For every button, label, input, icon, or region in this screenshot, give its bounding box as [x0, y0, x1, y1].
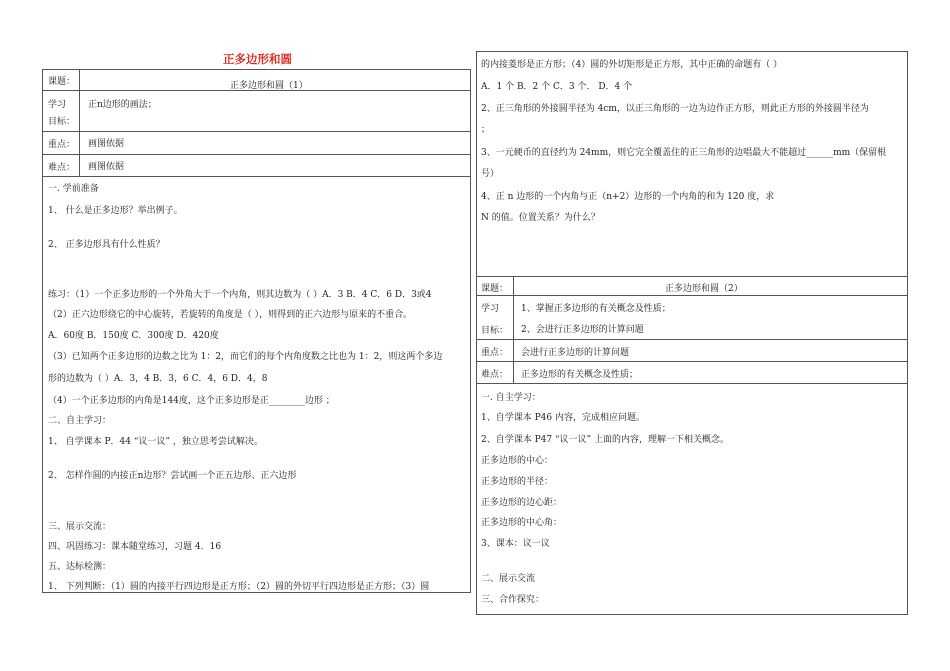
table-row-divider [476, 361, 908, 362]
focus-label: 重点： [48, 140, 76, 150]
question-line: 号） [481, 169, 500, 179]
topic-label: 课题： [48, 77, 76, 87]
table-border [476, 51, 477, 614]
goal-label: 学习 [481, 304, 500, 314]
table-col-divider [79, 69, 80, 176]
goal-label: 目标： [481, 326, 509, 336]
question-line: 3、课本：议一议 [481, 539, 550, 549]
difficulty-label: 难点： [481, 370, 509, 380]
page-title: 正多边形和圆 [223, 52, 292, 66]
table-row-divider [476, 276, 908, 277]
difficulty-value: 画图依据 [88, 162, 125, 172]
goal-value: 2、会进行正多边形的计算问题 [521, 325, 644, 335]
section-heading: 二、展示交流 [481, 574, 536, 584]
exercise-line: 练习：（1）一个正多边形的一个外角大于一个内角，则其边数为（ ）A．3 B．4 C．6 D．3或4 [48, 290, 432, 300]
section-heading: 五、达标检测： [48, 562, 112, 572]
table-row-divider [476, 383, 908, 384]
table-row-divider [42, 131, 471, 132]
table-border [42, 592, 471, 593]
table-row-divider [476, 339, 908, 340]
difficulty-value: 正多边形的有关概念及性质； [521, 370, 639, 380]
table-border [42, 69, 471, 70]
question-line: 4、正 n 边形的一个内角与正（n+2）边形的一个内角的和为 120 度，求 [481, 192, 775, 202]
table-border [907, 51, 908, 614]
section-heading: 四、巩固练习：课本随堂练习，习题 4．16 [48, 542, 222, 552]
question-line: 1、 下列判断：（1）圆的内接平行四边形是正方形；（2）圆的外切平行四边形是正方形；（3）圆 [48, 582, 430, 592]
question-line: 2、自学课本 P47 “议一议” 上面的内容，理解一下相关概念。 [481, 435, 730, 445]
concept-line: 正多边形的半径： [481, 477, 554, 487]
exercise-line: A．60度 B．150度 C．300度 D．420度 [48, 331, 219, 341]
exercise-line: （3）已知两个正多边形的边数之比为 1：2，而它们的每个内角度数之比也为 1：2，则这两个多边 [48, 352, 443, 362]
focus-value: 画图依据 [88, 139, 125, 149]
table-row-divider [476, 295, 908, 296]
exercise-line: 形的边数为（ ）A．3，4 B．3，6 C．4，6 D．4，8 [48, 374, 268, 384]
section-heading: 三、合作探究： [481, 595, 545, 605]
table-col-divider [513, 276, 514, 383]
question-line: 1、 什么是正多边形？举出例子。 [48, 206, 183, 216]
table-border [476, 614, 908, 615]
focus-label: 重点： [481, 348, 509, 358]
topic-value: 正多边形和圆（1） [230, 81, 308, 91]
question-line: 2、 怎样作圆的内接正n边形？尝试画一个正五边形、正六边形 [48, 471, 297, 481]
table-row-divider [42, 154, 471, 155]
table-border [42, 69, 43, 592]
table-border [470, 69, 471, 592]
question-line: ； [481, 125, 491, 135]
exercise-line: （2）正六边形绕它的中心旋转，若旋转的角度是（ ），则得到的正六边形与原来的不重合。 [48, 310, 413, 320]
question-line: 的内接菱形是正方形；（4）圆的外切矩形是正方形，其中正确的命题有（ ） [481, 60, 783, 70]
question-line: 1、自学课本 P46 内容，完成相应问题。 [481, 413, 645, 423]
exercise-line: （4）一个正多边形的内角是144度，这个正多边形是正________边形 ； [48, 396, 335, 406]
goal-label: 学习 [48, 100, 67, 110]
table-border [476, 51, 908, 52]
question-line: N 的值。位置关系？为什么？ [481, 213, 600, 223]
topic-value: 正多边形和圆（2） [665, 284, 743, 294]
topic-label: 课题： [481, 284, 509, 294]
section-heading: 三、展示交流： [48, 522, 112, 532]
difficulty-label: 难点： [48, 163, 76, 173]
focus-value: 会进行正多边形的计算问题 [521, 348, 630, 358]
question-line: A．1 个 B．2 个 C．3 个． D．4 个 [481, 82, 633, 92]
question-line: 1、 自学课本 P．44 “议一议” ，独立思考尝试解决。 [48, 437, 263, 447]
goal-value: 1、掌握正多边形的有关概念及性质； [521, 304, 671, 314]
table-row-divider [42, 176, 471, 177]
section-heading: 二、自主学习： [48, 416, 112, 426]
goal-label: 目标： [48, 117, 76, 127]
concept-line: 正多边形的中心角： [481, 518, 563, 528]
question-line: 2、正三角形的外接圆半径为 4cm，以正三角形的一边为边作正方形，则此正方形的外接圆半径为 [481, 104, 869, 114]
concept-line: 正多边形的中心： [481, 456, 554, 466]
section-heading: 一. 自主学习： [481, 393, 541, 403]
question-line: 3、一元硬币的直径约为 24mm，则它完全覆盖住的正三角形的边唱最大不能超过______mm（保留根 [481, 148, 887, 158]
concept-line: 正多边形的边心距： [481, 498, 563, 508]
goal-value: 正n边形的画法； [88, 100, 157, 110]
question-line: 2、 正多边形具有什么性质？ [48, 240, 165, 250]
section-heading: 一. 学前准备 [48, 184, 99, 194]
